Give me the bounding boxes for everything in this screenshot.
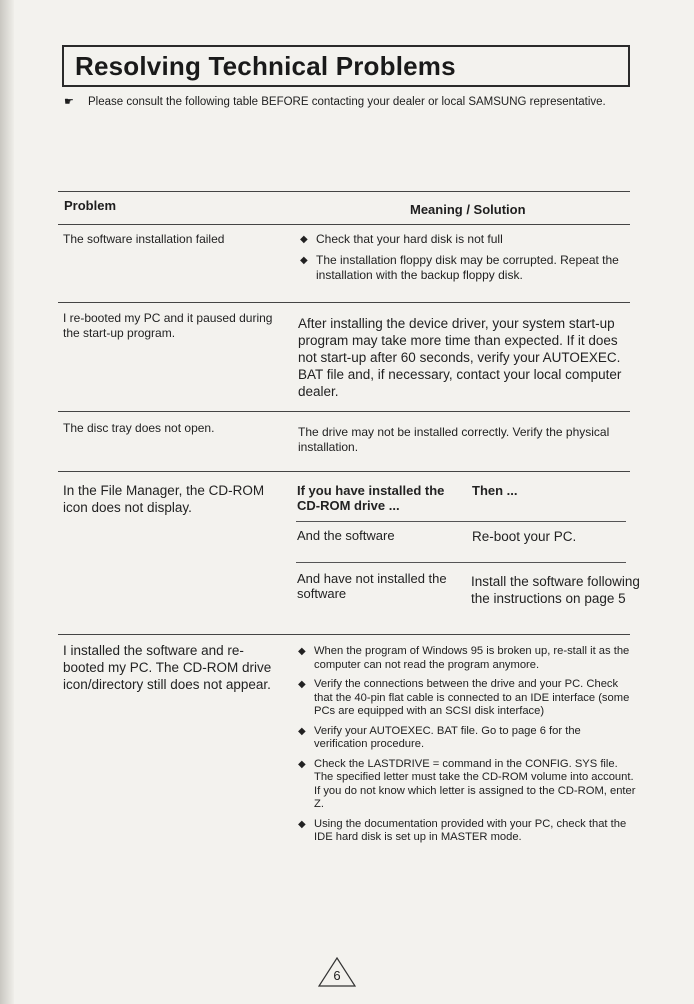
intro-text: Please consult the following table BEFORE contacting your dealer or local SAMSUNG representative. bbox=[88, 96, 606, 108]
list-item: ◆ Verify the connections between the drive and your PC. Check that the 40-pin flat cable is connected to an IDE interface (some PCs are equipped with an SCSI disk interface) bbox=[298, 678, 630, 717]
row-1-problem: The software installation failed bbox=[63, 232, 225, 246]
sub-row-2-if: And have not installed the software bbox=[297, 571, 447, 601]
list-item: ◆ Check the LASTDRIVE = command in the CONFIG. SYS file. The specified letter must take the CD-ROM volume into account. If you do not know which letter is assigned to the CD-ROM, enter Z. bbox=[298, 757, 636, 810]
row-3-solution: The drive may not be installed correctly. Verify the physical installation. bbox=[298, 425, 610, 454]
page-edge-shadow bbox=[0, 0, 14, 1004]
problem-header: Problem bbox=[64, 198, 117, 213]
diamond-bullet-icon: ◆ bbox=[300, 234, 308, 245]
sub-rule bbox=[296, 521, 626, 522]
row-rule bbox=[58, 302, 630, 303]
title-box bbox=[62, 45, 630, 87]
row-rule bbox=[58, 411, 630, 412]
sub-header-then: Then ... bbox=[472, 483, 518, 498]
table-top-rule bbox=[58, 191, 630, 192]
list-item: ◆ The installation floppy disk may be corrupted. Repeat the installation with the backup floppy disk. bbox=[300, 253, 619, 282]
list-item: ◆ Using the documentation provided with your PC, check that the IDE hard disk is set up in MASTER mode. bbox=[298, 817, 627, 843]
sub-row-2-then: Install the software following the instructions on page 5 bbox=[471, 574, 640, 606]
sub-row-1-then: Re-boot your PC. bbox=[472, 529, 577, 544]
header-rule bbox=[58, 224, 630, 225]
list-item: ◆ Check that your hard disk is not full bbox=[300, 232, 503, 246]
list-item: ◆ Verify your AUTOEXEC. BAT file. Go to page 6 for the verification procedure. bbox=[298, 724, 581, 750]
sub-row-1-if: And the software bbox=[297, 528, 395, 543]
diamond-bullet-icon: ◆ bbox=[300, 255, 308, 266]
row-1-solution bbox=[298, 232, 628, 289]
intro-note bbox=[64, 96, 634, 109]
list-item: ◆ When the program of Windows 95 is broken up, re-stall it as the computer can not read the program anymore. bbox=[298, 645, 630, 671]
solution-header: Meaning / Solution bbox=[410, 202, 526, 217]
diamond-bullet-icon: ◆ bbox=[298, 646, 306, 657]
row-rule bbox=[58, 634, 630, 635]
diamond-bullet-icon: ◆ bbox=[298, 758, 306, 770]
row-5-solution bbox=[296, 645, 636, 851]
diamond-bullet-icon: ◆ bbox=[298, 725, 306, 737]
diamond-bullet-icon: ◆ bbox=[298, 679, 306, 690]
row-4-problem: In the File Manager, the CD-ROM icon does not display. bbox=[63, 483, 265, 515]
row-5-problem: I installed the software and re-booted my PC. The CD-ROM drive icon/directory still does not appear. bbox=[63, 643, 272, 692]
page-title: Resolving Technical Problems bbox=[75, 51, 456, 81]
sub-rule bbox=[296, 562, 626, 563]
sub-header-if: If you have installed the CD-ROM drive ... bbox=[297, 483, 445, 513]
page-number-text: 6 bbox=[333, 968, 341, 983]
diamond-bullet-icon: ◆ bbox=[298, 818, 306, 830]
row-2-problem: I re-booted my PC and it paused during the start-up program. bbox=[63, 311, 273, 340]
page-number bbox=[317, 956, 357, 988]
pointing-hand-icon: ☛ bbox=[64, 96, 74, 108]
row-3-problem: The disc tray does not open. bbox=[63, 421, 215, 435]
row-2-solution: After installing the device driver, your system start-up program may take more time than expected. If it does not start-up after 60 seconds, verify your AUTOEXEC. BAT file and, if necessary, contact your local computer dealer. bbox=[298, 316, 622, 399]
row-rule bbox=[58, 471, 630, 472]
